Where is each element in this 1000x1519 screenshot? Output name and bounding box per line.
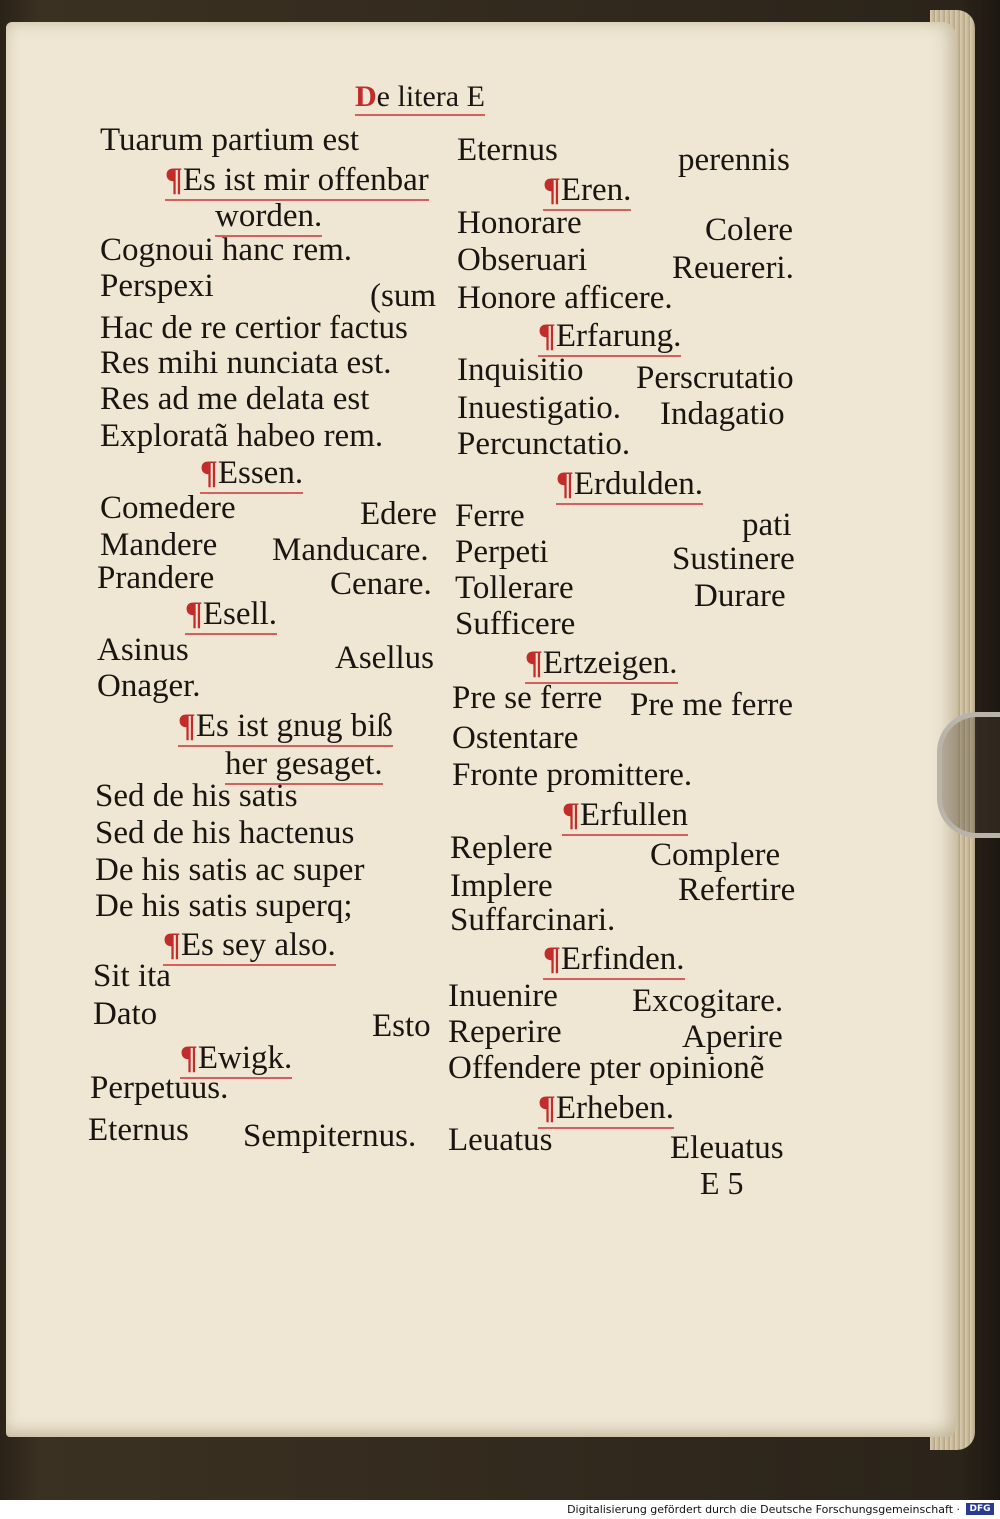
entry-line-aside: perennis	[678, 142, 790, 178]
entry-line: Tuarum partium est	[100, 122, 360, 158]
entry-line: Percunctatio.	[457, 426, 631, 462]
entry-heading	[543, 941, 685, 980]
pilcrow-icon: ¶	[200, 455, 218, 491]
pilcrow-icon: ¶	[538, 318, 556, 354]
pilcrow-icon: ¶	[562, 797, 580, 833]
entry-line: Replere	[450, 830, 553, 866]
entry-line: De his satis superq;	[95, 888, 353, 924]
heading-text: Essen.	[217, 455, 304, 491]
entry-line: Res ad me delata est	[100, 381, 370, 417]
pilcrow-icon: ¶	[543, 941, 561, 977]
heading-text: Erheben.	[555, 1090, 675, 1126]
entry-heading	[185, 596, 277, 635]
entry-line: Mandere	[100, 527, 218, 563]
entry-line-aside: (sum	[370, 278, 436, 314]
entry-line-aside: Asellus	[335, 640, 434, 676]
entry-line: Sed de his hactenus	[95, 815, 355, 851]
entry-line-aside: Manducare.	[272, 532, 429, 568]
pilcrow-icon: ¶	[543, 172, 561, 208]
entry-line: Offendere pter opinionẽ	[448, 1050, 765, 1086]
entry-line-aside: Eleuatus	[670, 1130, 784, 1166]
entry-line-aside: Sempiternus.	[243, 1118, 417, 1154]
entry-line: Obseruari	[457, 242, 588, 278]
entry-line-aside: Refertire	[678, 872, 796, 908]
heading-text: Erfinden.	[560, 941, 685, 977]
pilcrow-icon: ¶	[525, 645, 543, 681]
heading-text: Erdulden.	[573, 466, 704, 502]
entry-line-aside: Colere	[705, 212, 793, 248]
entry-line: Cognoui hanc rem.	[100, 232, 353, 268]
entry-line: Prandere	[97, 560, 215, 596]
entry-line: Inuenire	[448, 978, 558, 1014]
entry-line: Hac de re certior factus	[100, 310, 408, 346]
entry-line-aside: Perscrutatio	[636, 360, 794, 396]
entry-line: Implere	[450, 868, 553, 904]
entry-heading	[163, 927, 336, 966]
entry-line: Tollerare	[455, 570, 574, 606]
entry-heading	[562, 797, 688, 836]
entry-line: Inquisitio	[457, 352, 584, 388]
entry-line: Sed de his satis	[95, 778, 298, 814]
page-clip	[937, 712, 1000, 838]
pilcrow-icon: ¶	[538, 1090, 556, 1126]
heading-text: Erfarung.	[555, 318, 682, 354]
credit-bar	[0, 1500, 1000, 1519]
entry-line-aside: Esto	[372, 1008, 431, 1044]
entry-line: Leuatus	[448, 1122, 553, 1158]
entry-line-aside: Cenare.	[330, 566, 432, 602]
entry-line: Eternus	[457, 132, 558, 168]
signature-mark: E 5	[700, 1165, 744, 1201]
entry-line: Fronte promittere.	[452, 757, 693, 793]
entry-line: Onager.	[97, 668, 201, 704]
entry-line: Comedere	[100, 490, 236, 526]
entry-line: Eternus	[88, 1112, 189, 1148]
entry-heading	[538, 1090, 674, 1129]
entry-line-aside: Aperire	[682, 1019, 783, 1055]
entry-line: Ostentare	[452, 720, 579, 756]
entry-heading	[525, 645, 678, 684]
pilcrow-icon: ¶	[180, 1040, 198, 1076]
credit-text: Digitalisierung gefördert durch die Deutsche Forschungsgemeinschaft ·	[567, 1503, 960, 1516]
entry-line-aside: Reuereri.	[672, 250, 794, 286]
entry-line-aside: Durare	[694, 578, 786, 614]
entry-heading	[165, 162, 429, 201]
entry-line-aside: Pre me ferre	[630, 687, 794, 723]
pilcrow-icon: ¶	[185, 596, 203, 632]
entry-line-aside: Edere	[360, 496, 437, 532]
entry-line: Exploratã habeo rem.	[100, 418, 384, 454]
entry-heading	[178, 708, 393, 747]
title-initial: D	[355, 80, 377, 113]
dfg-logo: DFG	[966, 1503, 994, 1515]
entry-line: Perspexi	[100, 268, 214, 304]
heading-text: Es ist mir offenbar	[182, 162, 429, 198]
entry-line: Sufficere	[455, 606, 576, 642]
pilcrow-icon: ¶	[556, 466, 574, 502]
entry-line: Suffarcinari.	[450, 902, 616, 938]
entry-line-aside: Sustinere	[672, 541, 795, 577]
heading-text: Es sey also.	[180, 927, 336, 963]
title-rest: e litera E	[376, 80, 485, 113]
entry-line-aside: Complere	[650, 837, 781, 873]
entry-line: Dato	[93, 996, 158, 1032]
entry-line: Pre se ferre	[452, 680, 603, 716]
entry-line: Asinus	[97, 632, 189, 668]
heading-text: Esell.	[202, 596, 278, 632]
entry-heading	[200, 455, 303, 494]
entry-line: Sit ita	[93, 958, 171, 994]
entry-line: De his satis ac super	[95, 852, 365, 888]
entry-line-aside: pati	[742, 507, 792, 543]
heading-text: Eren.	[560, 172, 632, 208]
entry-line: Res mihi nunciata est.	[100, 345, 392, 381]
entry-line: Perpeti	[455, 534, 549, 570]
entry-line-aside: Indagatio	[660, 396, 785, 432]
entry-line: Ferre	[455, 498, 525, 534]
heading-text: Ewigk.	[197, 1040, 293, 1076]
entry-heading-continued: worden.	[215, 198, 322, 237]
pilcrow-icon: ¶	[165, 162, 183, 198]
heading-text: Ertzeigen.	[542, 645, 678, 681]
heading-text: Erfullen	[579, 797, 688, 833]
entry-heading-continued: her gesaget.	[225, 746, 383, 785]
pilcrow-icon: ¶	[163, 927, 181, 963]
entry-line: Inuestigatio.	[457, 390, 622, 426]
entry-line: Reperire	[448, 1014, 562, 1050]
entry-heading	[556, 466, 703, 505]
entry-line-aside: Excogitare.	[632, 983, 784, 1019]
entry-line: Honore afficere.	[457, 280, 673, 316]
entry-line: Perpetuus.	[90, 1070, 229, 1106]
heading-text: Es ist gnug biß	[195, 708, 393, 744]
pilcrow-icon: ¶	[178, 708, 196, 744]
entry-line: Honorare	[457, 205, 582, 241]
page-title	[355, 80, 485, 116]
